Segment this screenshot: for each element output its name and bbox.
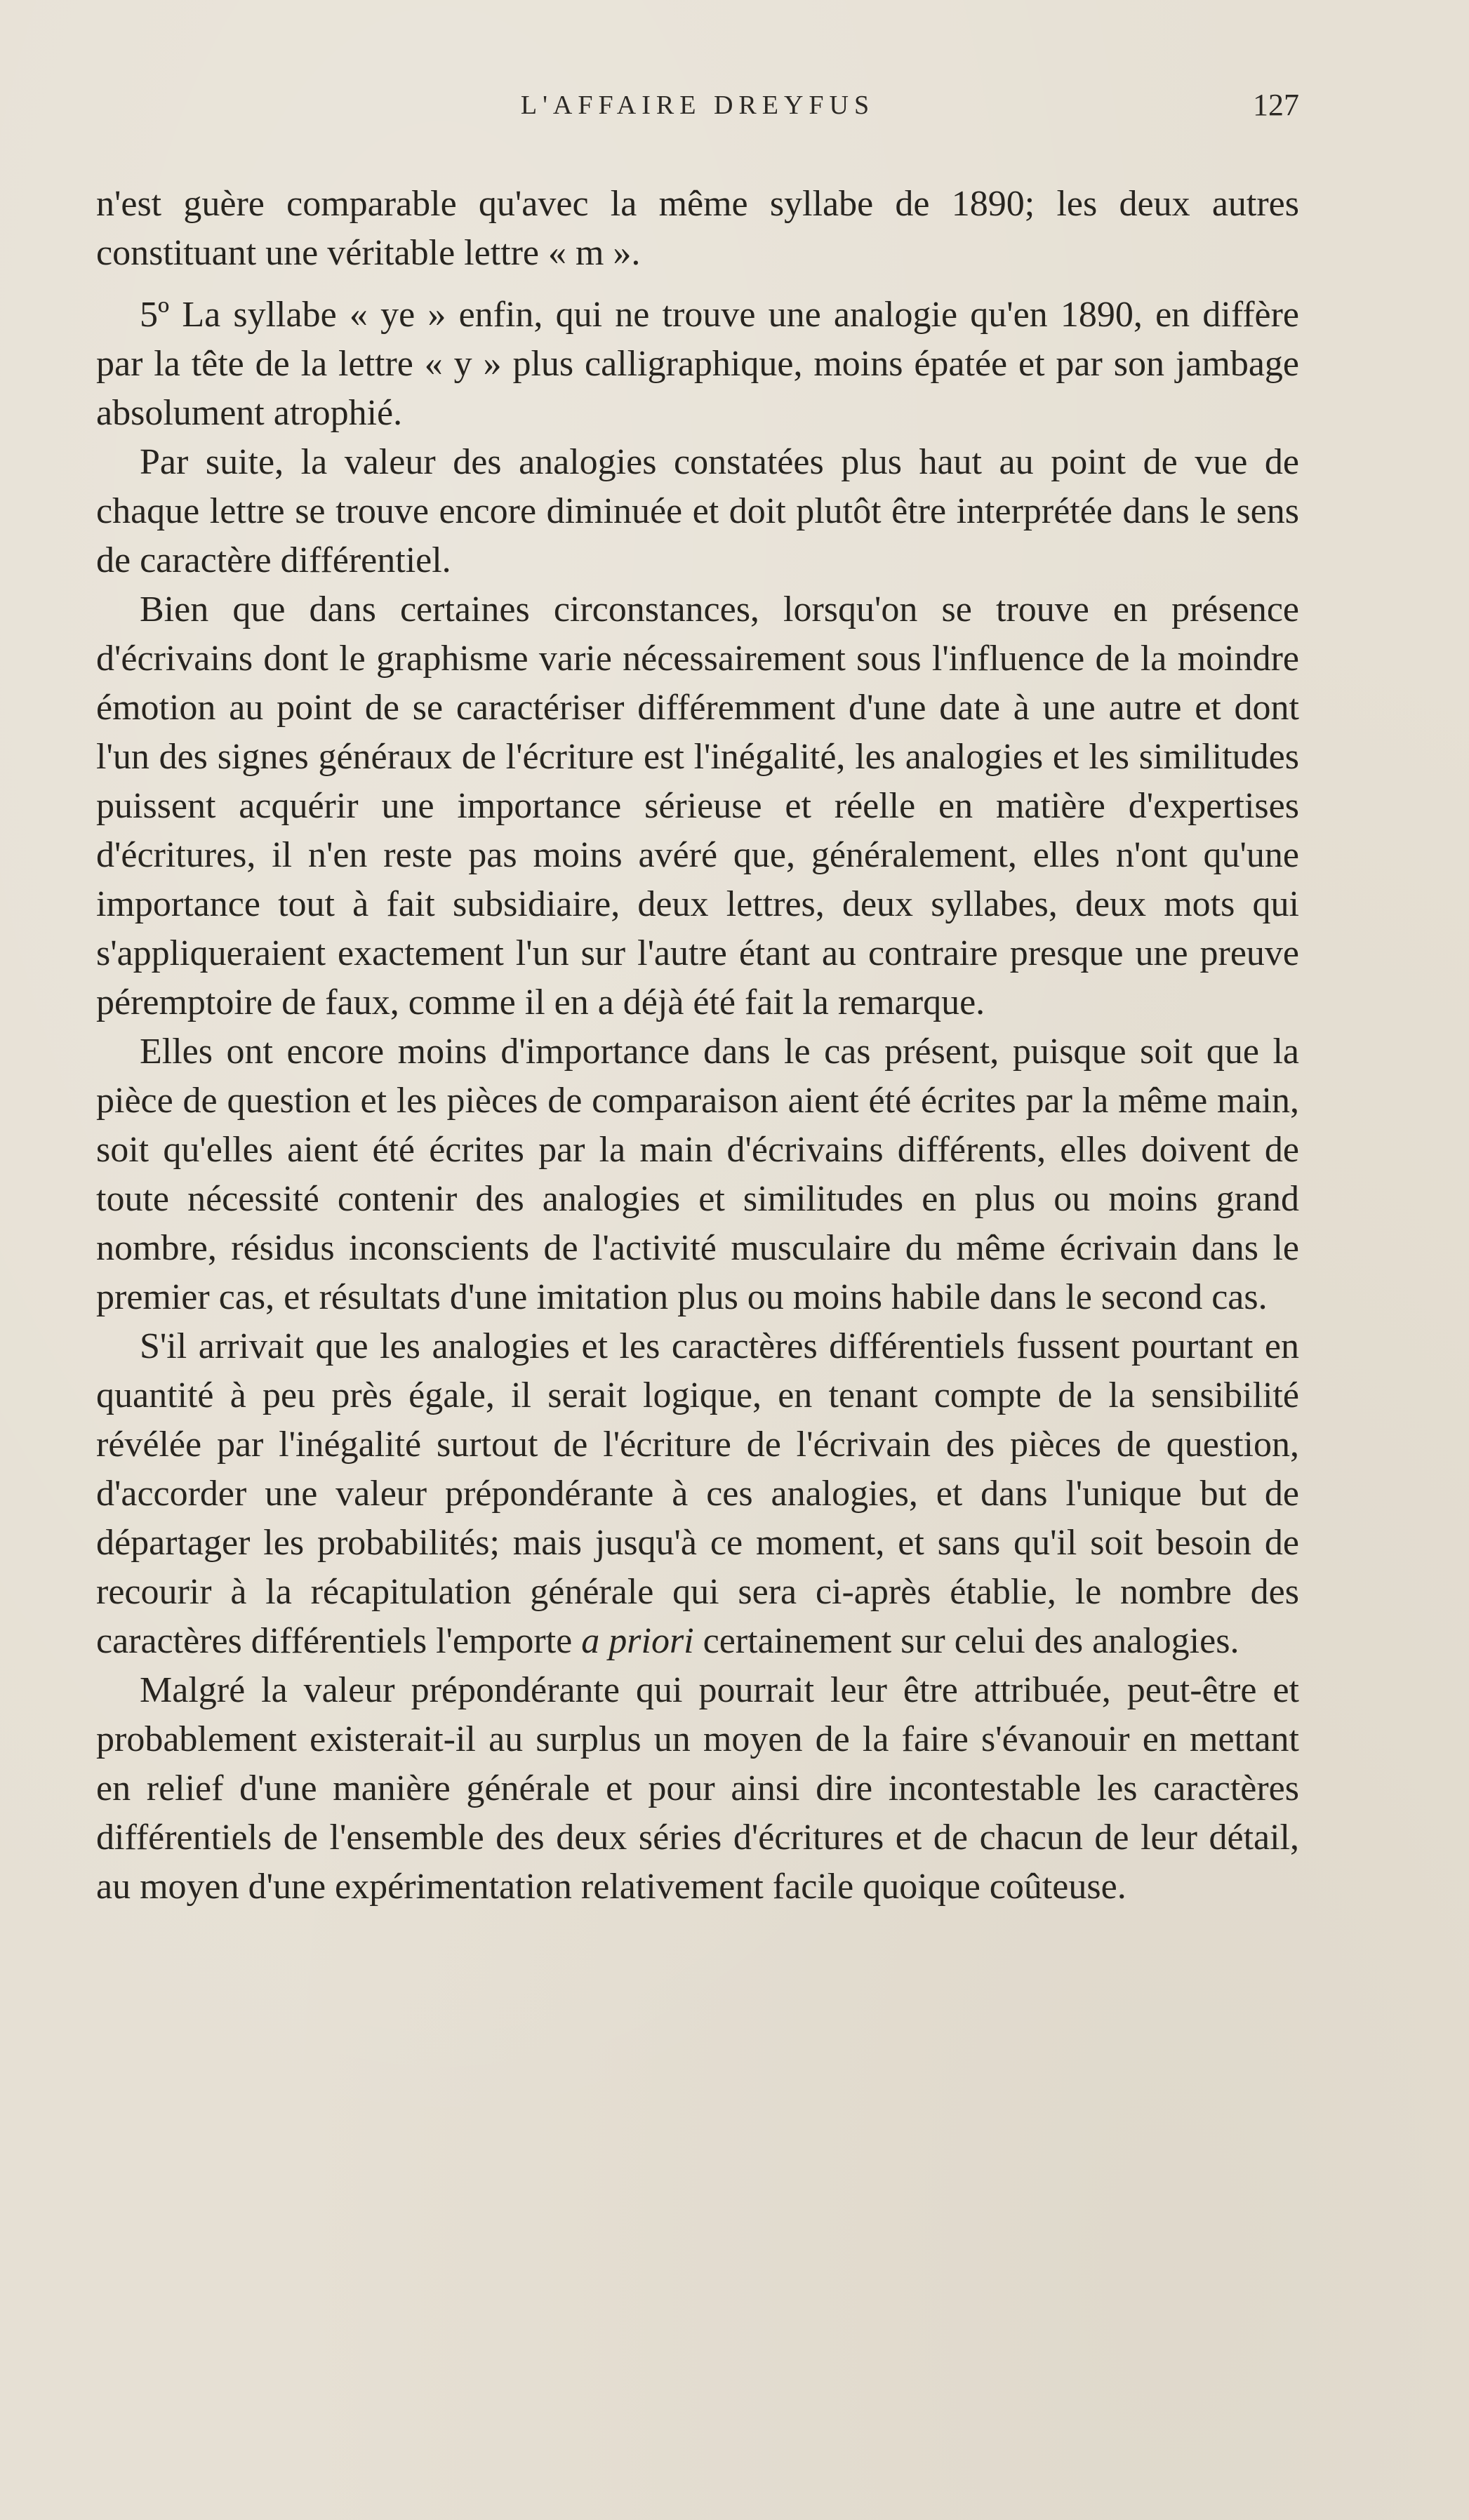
paragraph-6-text-after: certainement sur celui des analogies. bbox=[703, 1621, 1239, 1661]
running-title: L'AFFAIRE DREYFUS bbox=[520, 91, 875, 120]
paragraph-1: n'est guère comparable qu'avec la même syllabe de 1890; les deux autres constituant une véritable lettre « m ». bbox=[96, 184, 1299, 273]
page-number: 127 bbox=[1253, 88, 1299, 122]
paragraph-6-italic-term: a priori bbox=[581, 1621, 694, 1661]
paragraph-4: Bien que dans certaines circonstances, lorsqu'on se trouve en présence d'écrivains dont le graphisme varie nécessairement sous l'influence de la moindre émotion au point de se caractériser différemment d'une date à une autre et dont l'un des signes généraux de l'écriture est l'inégalité, les analogies et les similitudes puissent acquérir une importance sérieuse et réelle en matière d'expertises d'écritures, il n'en reste pas moins avéré que, généralement, elles n'ont qu'une importance tout à fait subsidiaire, deux lettres, deux syllabes, deux mots qui s'appliqueraient exactement l'un sur l'autre étant au contraire presque une preuve péremptoire de faux, comme il en a déjà été fait la remarque. bbox=[96, 589, 1299, 1022]
paragraph-5: Elles ont encore moins d'importance dans le cas présent, puisque soit que la pièce de question et les pièces de comparaison aient été écrites par la même main, soit qu'elles aient été écrites par la main d'écrivains différents, elles doivent de toute nécessité contenir des analogies et similitudes en plus ou moins grand nombre, résidus inconscients de l'activité musculaire du même écrivain dans le premier cas, et résultats d'une imitation plus ou moins habile dans le second cas. bbox=[96, 1032, 1299, 1317]
paragraph-6-text-before: S'il arrivait que les analogies et les caractères différentiels fussent pourtant en quantité à peu près égale, il serait logique, en tenant compte de la sensibilité révélée par l'inégalité surtout de l'écriture de l'écrivain des pièces de question, d'accorder une valeur prépondérante à ces analogies, et dans l'unique but de départager les probabilités; mais jusqu'à ce moment, et sans qu'il soit besoin de recourir à la récapitulation générale qui sera ci-après établie, le nombre des caractères différentiels l'emporte bbox=[96, 1326, 1299, 1661]
paragraph-3: Par suite, la valeur des analogies constatées plus haut au point de vue de chaque lettre se trouve encore diminuée et doit plutôt être interprétée dans le sens de caractère différentiel. bbox=[96, 442, 1299, 580]
page-header bbox=[96, 90, 1299, 132]
body-text bbox=[96, 180, 1299, 1912]
paragraph-6 bbox=[96, 1322, 1299, 1666]
paragraph-2: 5º La syllabe « ye » enfin, qui ne trouve une analogie qu'en 1890, en diffère par la tête de la lettre « y » plus calligraphique, moins épatée et par son jambage absolument atrophié. bbox=[96, 295, 1299, 433]
paragraph-7: Malgré la valeur prépondérante qui pourrait leur être attribuée, peut-être et probablement existerait-il au surplus un moyen de la faire s'évanouir en mettant en relief d'une manière générale et pour ainsi dire incontestable les caractères différentiels de l'ensemble des deux séries d'écritures et de chacun de leur détail, au moyen d'une expérimentation relativement facile quoique coûteuse. bbox=[96, 1670, 1299, 1907]
